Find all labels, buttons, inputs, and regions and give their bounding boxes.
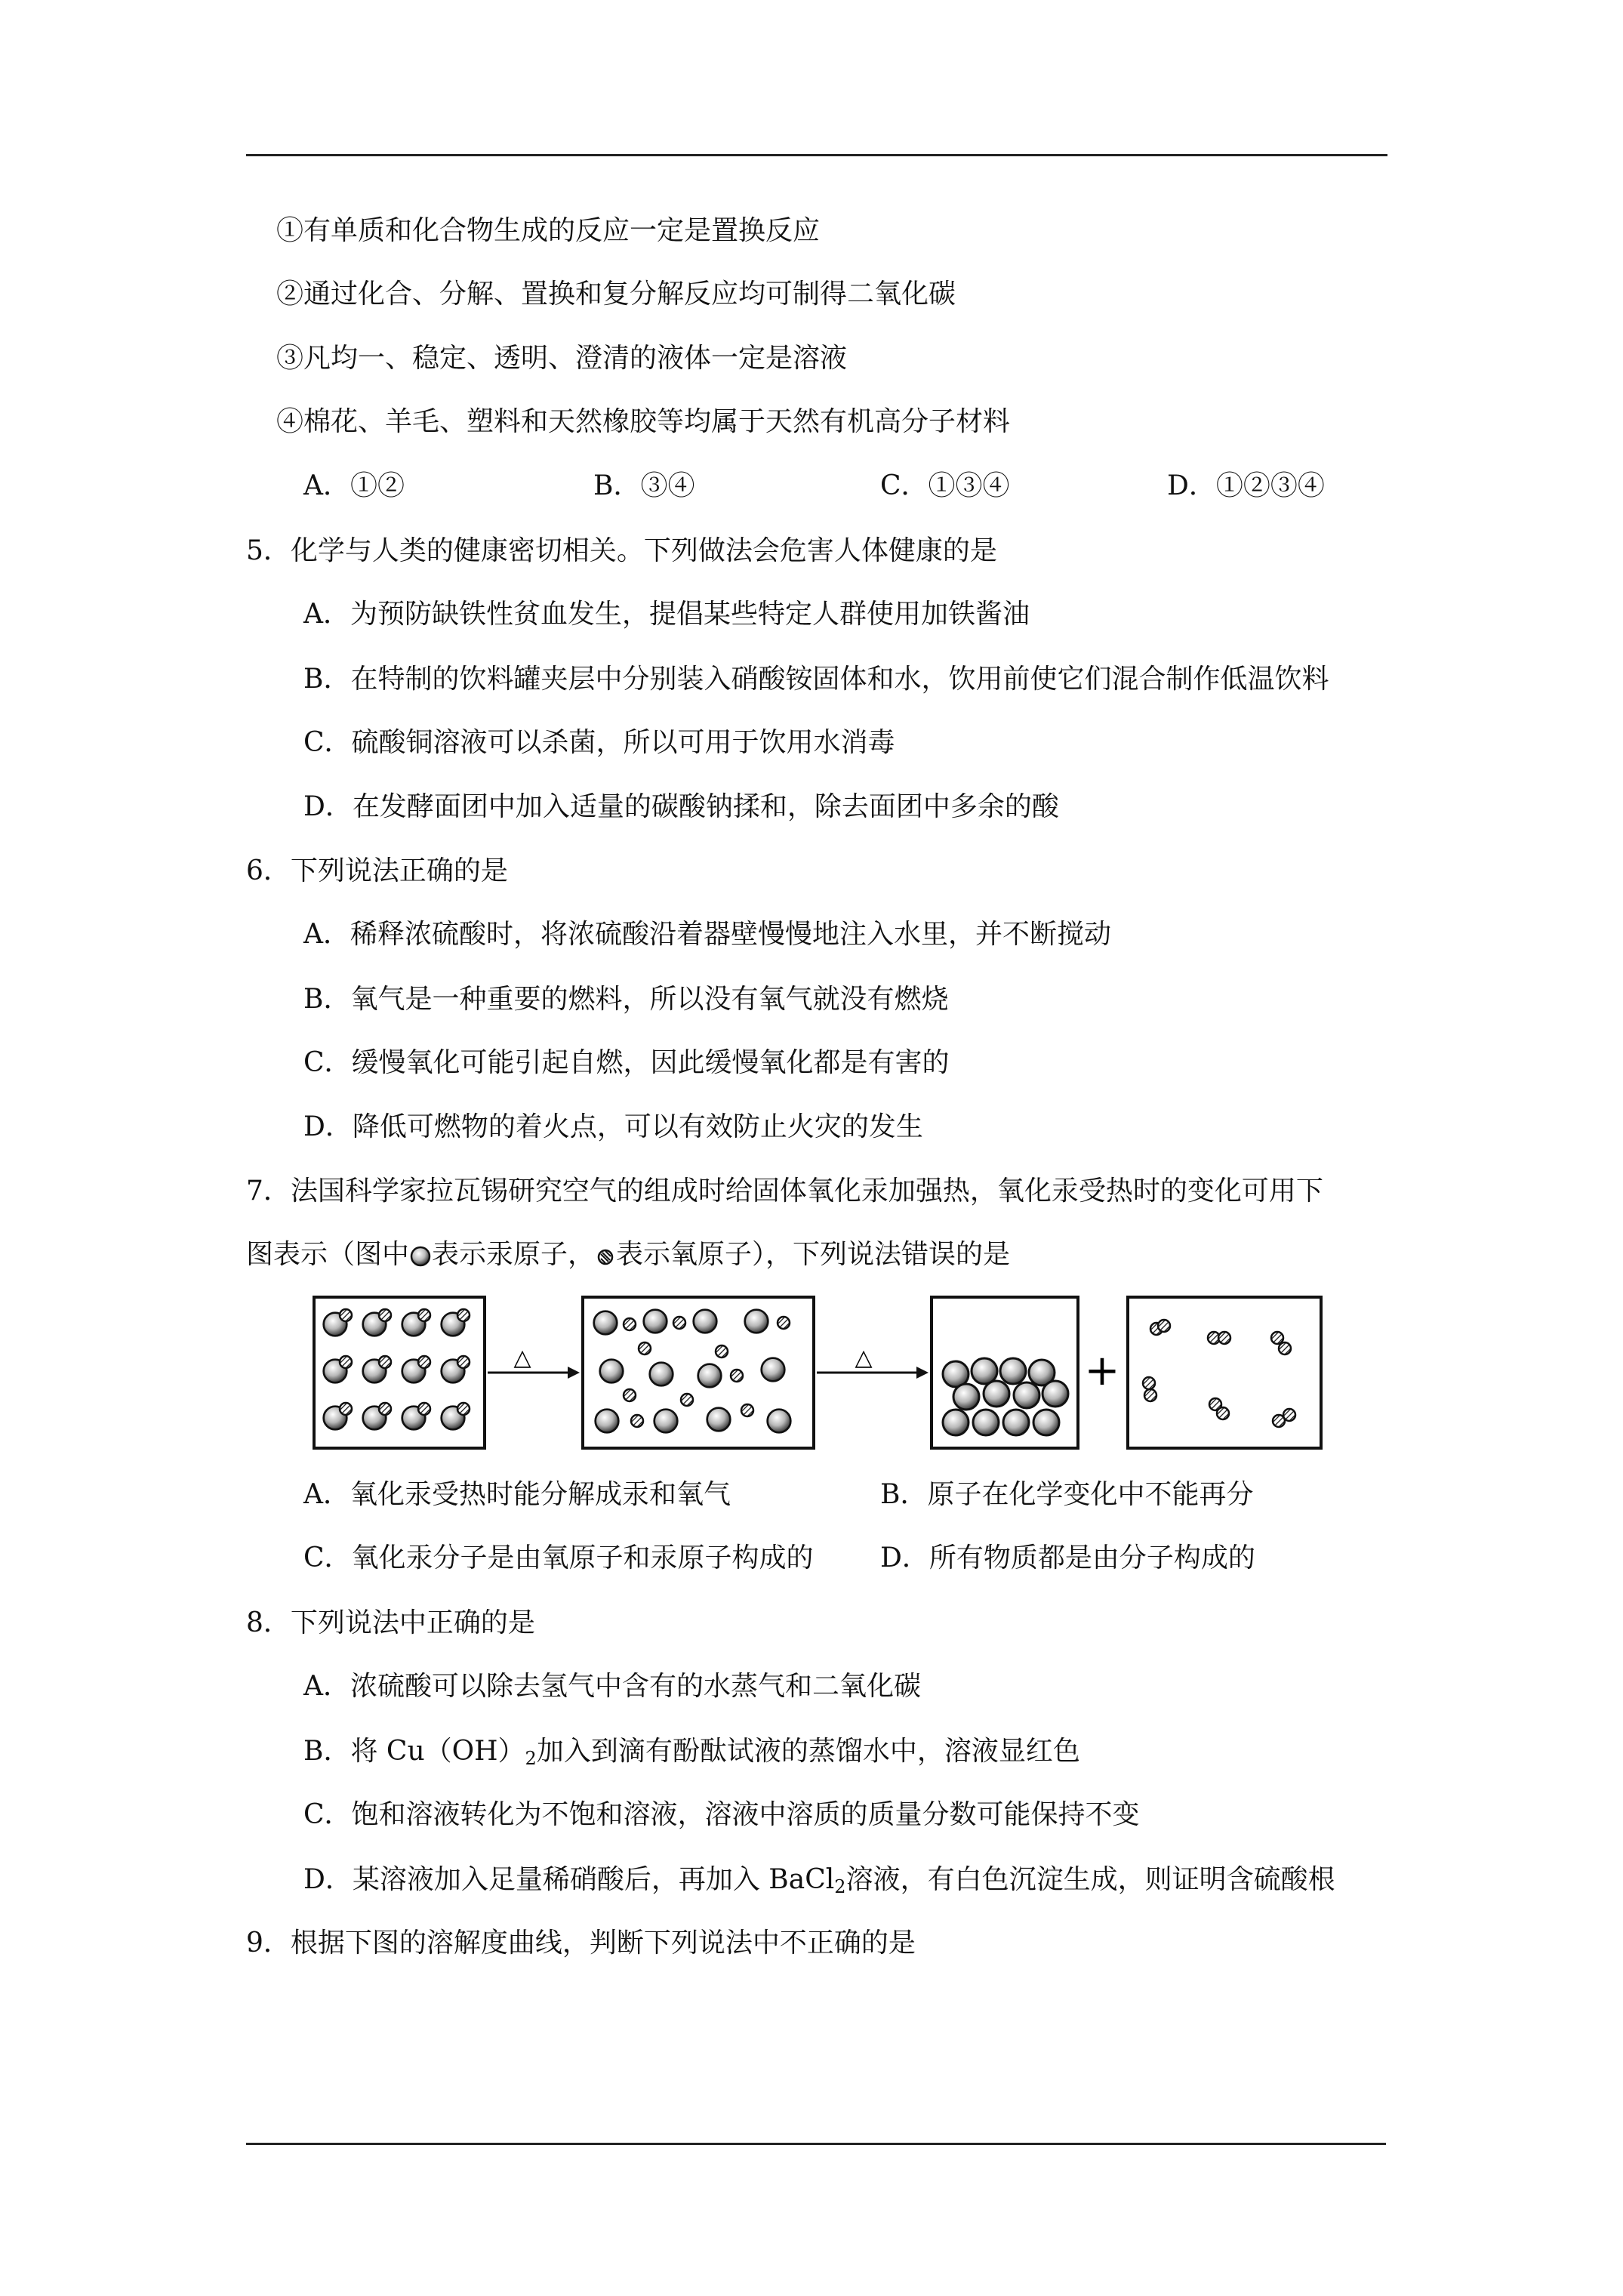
plus-sign: +: [1084, 1346, 1120, 1395]
heat-symbol-2: △: [855, 1345, 873, 1371]
q5-option-b: B．在特制的饮料罐夹层中分别装入硝酸铵固体和水，饮用前使它们混合制作低温饮料: [303, 664, 1329, 695]
q8-stem: 8．下列说法中正确的是: [246, 1607, 535, 1638]
box-oxygen: [1128, 1297, 1321, 1448]
q8-option-b: [303, 1734, 1080, 1770]
q4-option-d: D．①②③④: [1167, 470, 1325, 501]
q6-option-d: D．降低可燃物的着火点，可以有效防止火灾的发生: [303, 1111, 923, 1142]
q8-option-c: C．饱和溶液转化为不饱和溶液，溶液中溶质的质量分数可能保持不变: [303, 1799, 1140, 1830]
statement-3: ③凡均一、稳定、透明、澄清的液体一定是溶液: [276, 343, 848, 374]
q8-option-d: [303, 1862, 1335, 1898]
q6-option-b: B．氧气是一种重要的燃料，所以没有氧气就没有燃烧: [303, 984, 949, 1015]
q4-option-a: A．①②: [303, 470, 405, 501]
q7-stem-part-c: 表示氧原子），下列说法错误的是: [616, 1239, 1011, 1270]
heating-arrow-1: [488, 1367, 580, 1379]
q5-option-d: D．在发酵面团中加入适量的碳酸钠揉和，除去面团中多余的酸: [303, 791, 1059, 822]
q4-option-b: B．③④: [593, 470, 695, 501]
heating-arrow-2: [817, 1367, 929, 1379]
q5-option-c: C．硫酸铜溶液可以杀菌，所以可用于饮用水消毒: [303, 727, 895, 758]
q8-option-d-text-1: D．某溶液加入足量稀硝酸后，再加入 BaCl: [303, 1864, 835, 1895]
q7-option-b: B．原子在化学变化中不能再分: [880, 1479, 1254, 1510]
mercury-oxide-decomposition-figure: [313, 1294, 1332, 1460]
heat-symbol-1: △: [513, 1345, 531, 1371]
statement-4: ④棉花、羊毛、塑料和天然橡胶等均属于天然有机高分子材料: [276, 406, 1011, 437]
q8-option-a: A．浓硫酸可以除去氢气中含有的水蒸气和二氧化碳: [303, 1671, 921, 1702]
q7-stem-part-a: 图表示（图中: [246, 1239, 410, 1270]
q6-stem: 6．下列说法正确的是: [246, 855, 508, 886]
q5-option-a: A．为预防缺铁性贫血发生，提倡某些特定人群使用加铁酱油: [303, 599, 1030, 630]
footer-rule: [246, 2143, 1386, 2145]
q8-option-d-subscript: 2: [834, 1876, 846, 1897]
q5-stem: 5．化学与人类的健康密切相关。下列做法会危害人体健康的是: [246, 535, 997, 566]
q9-stem: 9．根据下图的溶解度曲线，判断下列说法中不正确的是: [246, 1928, 916, 1959]
q7-option-c: C．氧化汞分子是由氧原子和汞原子构成的: [303, 1542, 814, 1573]
statement-1: ①有单质和化合物生成的反应一定是置换反应: [276, 215, 821, 246]
statement-2: ②通过化合、分解、置换和复分解反应均可制得二氧化碳: [276, 279, 956, 310]
q7-option-a: A．氧化汞受热时能分解成汞和氧气: [303, 1479, 731, 1510]
q8-option-b-subscript: 2: [525, 1748, 537, 1769]
q7-stem-part-b: 表示汞原子，: [432, 1239, 596, 1270]
q8-option-b-text-2: 加入到滴有酚酞试液的蒸馏水中，溶液显红色: [536, 1736, 1080, 1767]
mercury-atom-icon: [409, 1245, 432, 1268]
q7-stem-line1: 7．法国科学家拉瓦锡研究空气的组成时给固体氧化汞加强热，氧化汞受热时的变化可用下: [246, 1176, 1323, 1207]
oxygen-atom-icon: [595, 1247, 616, 1268]
q8-option-b-text-1: B．将 Cu（OH）: [303, 1736, 525, 1767]
q6-option-c: C．缓慢氧化可能引起自燃，因此缓慢氧化都是有害的: [303, 1047, 950, 1078]
q4-option-c: C．①③④: [880, 470, 1010, 501]
q6-option-a: A．稀释浓硫酸时，将浓硫酸沿着器壁慢慢地注入水里，并不断搅动: [303, 919, 1111, 950]
mercury-atoms: [943, 1358, 1068, 1435]
header-rule: [246, 154, 1387, 156]
q8-option-d-text-2: 溶液，有白色沉淀生成，则证明含硫酸根: [845, 1864, 1335, 1895]
q7-stem-line2: [246, 1237, 1010, 1273]
q7-option-d: D．所有物质都是由分子构成的: [880, 1542, 1255, 1573]
